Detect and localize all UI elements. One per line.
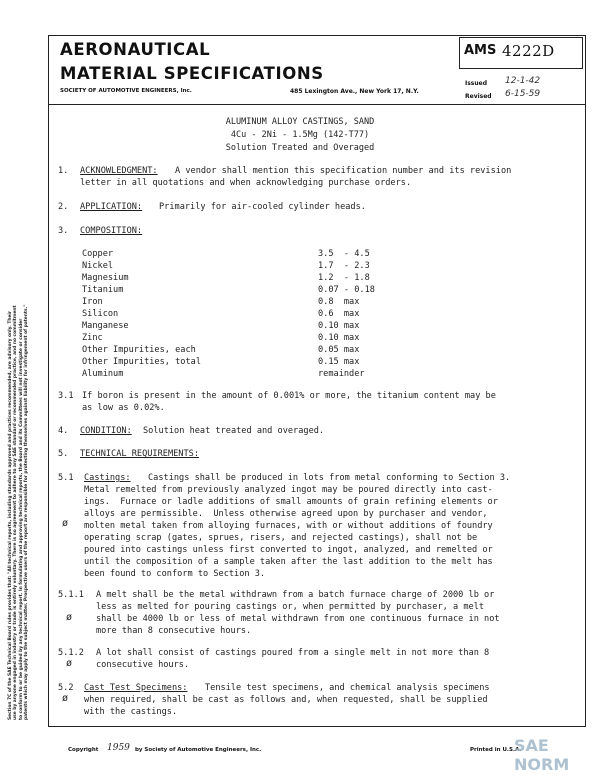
section-5-number: 5. (58, 449, 69, 459)
side-disclaimer-line: patents which may apply to the subject matter. Prospective users of the report are responsible for protecting themselves against liability for infringement of patents." (24, 304, 30, 720)
revised-date: 6-15-59 (505, 89, 541, 99)
section-4-text: Solution heat treated and overaged. (143, 426, 325, 436)
section-5-1-1-text-line: shall be 4000 lb or less of metal withdrawn from one continuous furnace in not (96, 614, 500, 624)
composition-value: 0.15 max (318, 357, 360, 367)
composition-element: Titanium (82, 285, 124, 295)
composition-element: Magnesium (82, 273, 129, 283)
composition-value: 0.8 max (318, 297, 360, 307)
ams-number: 4222D (502, 42, 555, 60)
footer-printed: Printed in U.S.A. (470, 747, 522, 753)
section-4-heading: CONDITION: (80, 426, 132, 436)
section-5-1-text-line: Castings shall be produced in lots from metal conforming to Section 3. (148, 473, 511, 483)
section-5-heading: TECHNICAL REQUIREMENTS: (80, 449, 199, 459)
revision-mark: ø (66, 658, 73, 669)
issued-date: 12-1-42 (505, 76, 541, 86)
section-5-1-2-text-line: consecutive hours. (96, 660, 190, 670)
section-3-1-number: 3.1 (58, 391, 74, 401)
revision-mark: ø (62, 518, 69, 529)
composition-element: Silicon (82, 309, 119, 319)
section-5-1-number: 5.1 (58, 473, 74, 483)
subject-line2: 4Cu - 2Ni - 1.5Mg (142-T77) (230, 130, 370, 140)
section-5-1-text-line: Metal remelted from previously analyzed ingot may be poured directly into cast- (84, 485, 493, 495)
section-2-text: Primarily for air-cooled cylinder heads. (159, 202, 366, 212)
composition-element: Other Impurities, total (82, 357, 201, 367)
header-rule (48, 104, 586, 105)
header-title-line1: AERONAUTICAL (60, 40, 211, 59)
composition-element: Zinc (82, 333, 103, 343)
section-5-1-text-line: alloys are permissible. Unless otherwise agreed upon by purchaser and vendor, (84, 509, 488, 519)
section-3-heading: COMPOSITION: (80, 226, 143, 236)
revised-label: Revised (465, 93, 492, 100)
society-name: SOCIETY OF AUTOMOTIVE ENGINEERS, Inc. (60, 88, 192, 94)
section-5-1-1-text-line: A melt shall be the metal withdrawn from a batch furnace charge of 2000 lb or (96, 590, 495, 600)
section-5-1-text-line: ings. Furnace or ladle additions of small amounts of grain refining elements or (84, 497, 498, 507)
section-2-number: 2. (58, 202, 69, 212)
header-title-line2: MATERIAL SPECIFICATIONS (60, 64, 324, 83)
issued-label: Issued (465, 80, 488, 87)
composition-value: 1.7 - 2.3 (318, 261, 370, 271)
composition-element: Aluminum (82, 369, 124, 379)
composition-value: remainder (318, 369, 365, 379)
section-5-1-heading: Castings: (84, 473, 131, 483)
section-5-2-number: 5.2 (58, 683, 74, 693)
watermark-logo: SAE NORM (514, 736, 570, 774)
composition-element: Manganese (82, 321, 129, 331)
footer-copyright-label: Copyright (68, 747, 99, 753)
composition-value: 0.6 max (318, 309, 360, 319)
section-5-1-text-line: molten metal taken from alloying furnaces, with or without additions of foundry (84, 521, 493, 531)
composition-value: 0.10 max (318, 321, 360, 331)
side-disclaimer-line: Section 7C of the SAE Technical Board rules provides that: "All technical reports, including standards approved and practices recommended, are advisory only. Their (8, 310, 13, 720)
section-5-1-2-number: 5.1.2 (58, 648, 84, 658)
section-3-1-text-line2: as low as 0.02%. (82, 403, 165, 413)
section-5-1-1-text-line: less as melted for pouring castings or, when permitted by purchaser, a melt (96, 602, 485, 612)
section-3-1-text-line1: If boron is present in the amount of 0.001% or more, the titanium content may be (82, 391, 496, 401)
section-5-2-text-line: Tensile test specimens, and chemical analysis specimens (205, 683, 490, 693)
section-5-1-1-number: 5.1.1 (58, 590, 84, 600)
revision-mark: ø (66, 612, 73, 623)
footer-publisher: by Society of Automotive Engineers, Inc. (135, 747, 262, 753)
ams-label: AMS (464, 43, 497, 58)
section-5-1-text-line: until the composition of a sample taken after the last addition to the melt has (84, 557, 493, 567)
composition-value: 1.2 - 1.8 (318, 273, 370, 283)
section-1-number: 1. (58, 166, 69, 176)
composition-element: Copper (82, 249, 114, 259)
revision-mark: ø (62, 693, 69, 704)
composition-value: 0.07 - 0.18 (318, 285, 375, 295)
composition-value: 0.05 max (318, 345, 360, 355)
side-disclaimer-line: to conform to or be guided by any technical report. In formulating and approving technical reports, the Board and its Committees will not investigate or consider (18, 318, 24, 720)
society-address: 485 Lexington Ave., New York 17, N.Y. (290, 88, 419, 95)
section-5-2-text-line: with the castings. (84, 707, 178, 717)
composition-element: Nickel (82, 261, 114, 271)
section-2-heading: APPLICATION: (80, 202, 143, 212)
section-1-text-line2: letter in all quotations and when acknowledging purchase orders. (80, 178, 412, 188)
section-5-1-text-line: operating scrap (gates, sprues, risers, and rejected castings), shall not be (84, 533, 478, 543)
section-4-number: 4. (58, 426, 69, 436)
section-5-1-text-line: been found to conform to Section 3. (84, 569, 266, 579)
composition-value: 3.5 - 4.5 (318, 249, 370, 259)
section-5-1-2-text-line: A lot shall consist of castings poured from a single melt in not more than 8 (96, 648, 490, 658)
composition-element: Other Impurities, each (82, 345, 196, 355)
subject-line3: Solution Treated and Overaged (225, 143, 375, 153)
section-5-1-text-line: poured into castings unless first converted to ingot, analyzed, and remelted or (84, 545, 493, 555)
composition-element: Iron (82, 297, 103, 307)
footer-year: 1959 (107, 743, 130, 753)
section-3-number: 3. (58, 226, 69, 236)
section-5-2-heading: Cast Test Specimens: (84, 683, 188, 693)
subject-line1: ALUMINUM ALLOY CASTINGS, SAND (225, 117, 375, 127)
side-disclaimer (8, 90, 30, 720)
section-5-1-1-text-line: more than 8 consecutive hours. (96, 626, 252, 636)
section-1-heading: ACKNOWLEDGMENT: (80, 166, 158, 176)
side-disclaimer-line: use by anyone engaged in industry or trade is entirely voluntary. There is no agreement to adhere to any SAE standard or recommended practice, and no commitment (13, 305, 19, 720)
section-5-2-text-line: when required, shall be cast as follows and, when requested, shall be supplied (84, 695, 488, 705)
section-1-text-line1: A vendor shall mention this specification number and its revision (175, 166, 512, 176)
composition-value: 0.10 max (318, 333, 360, 343)
